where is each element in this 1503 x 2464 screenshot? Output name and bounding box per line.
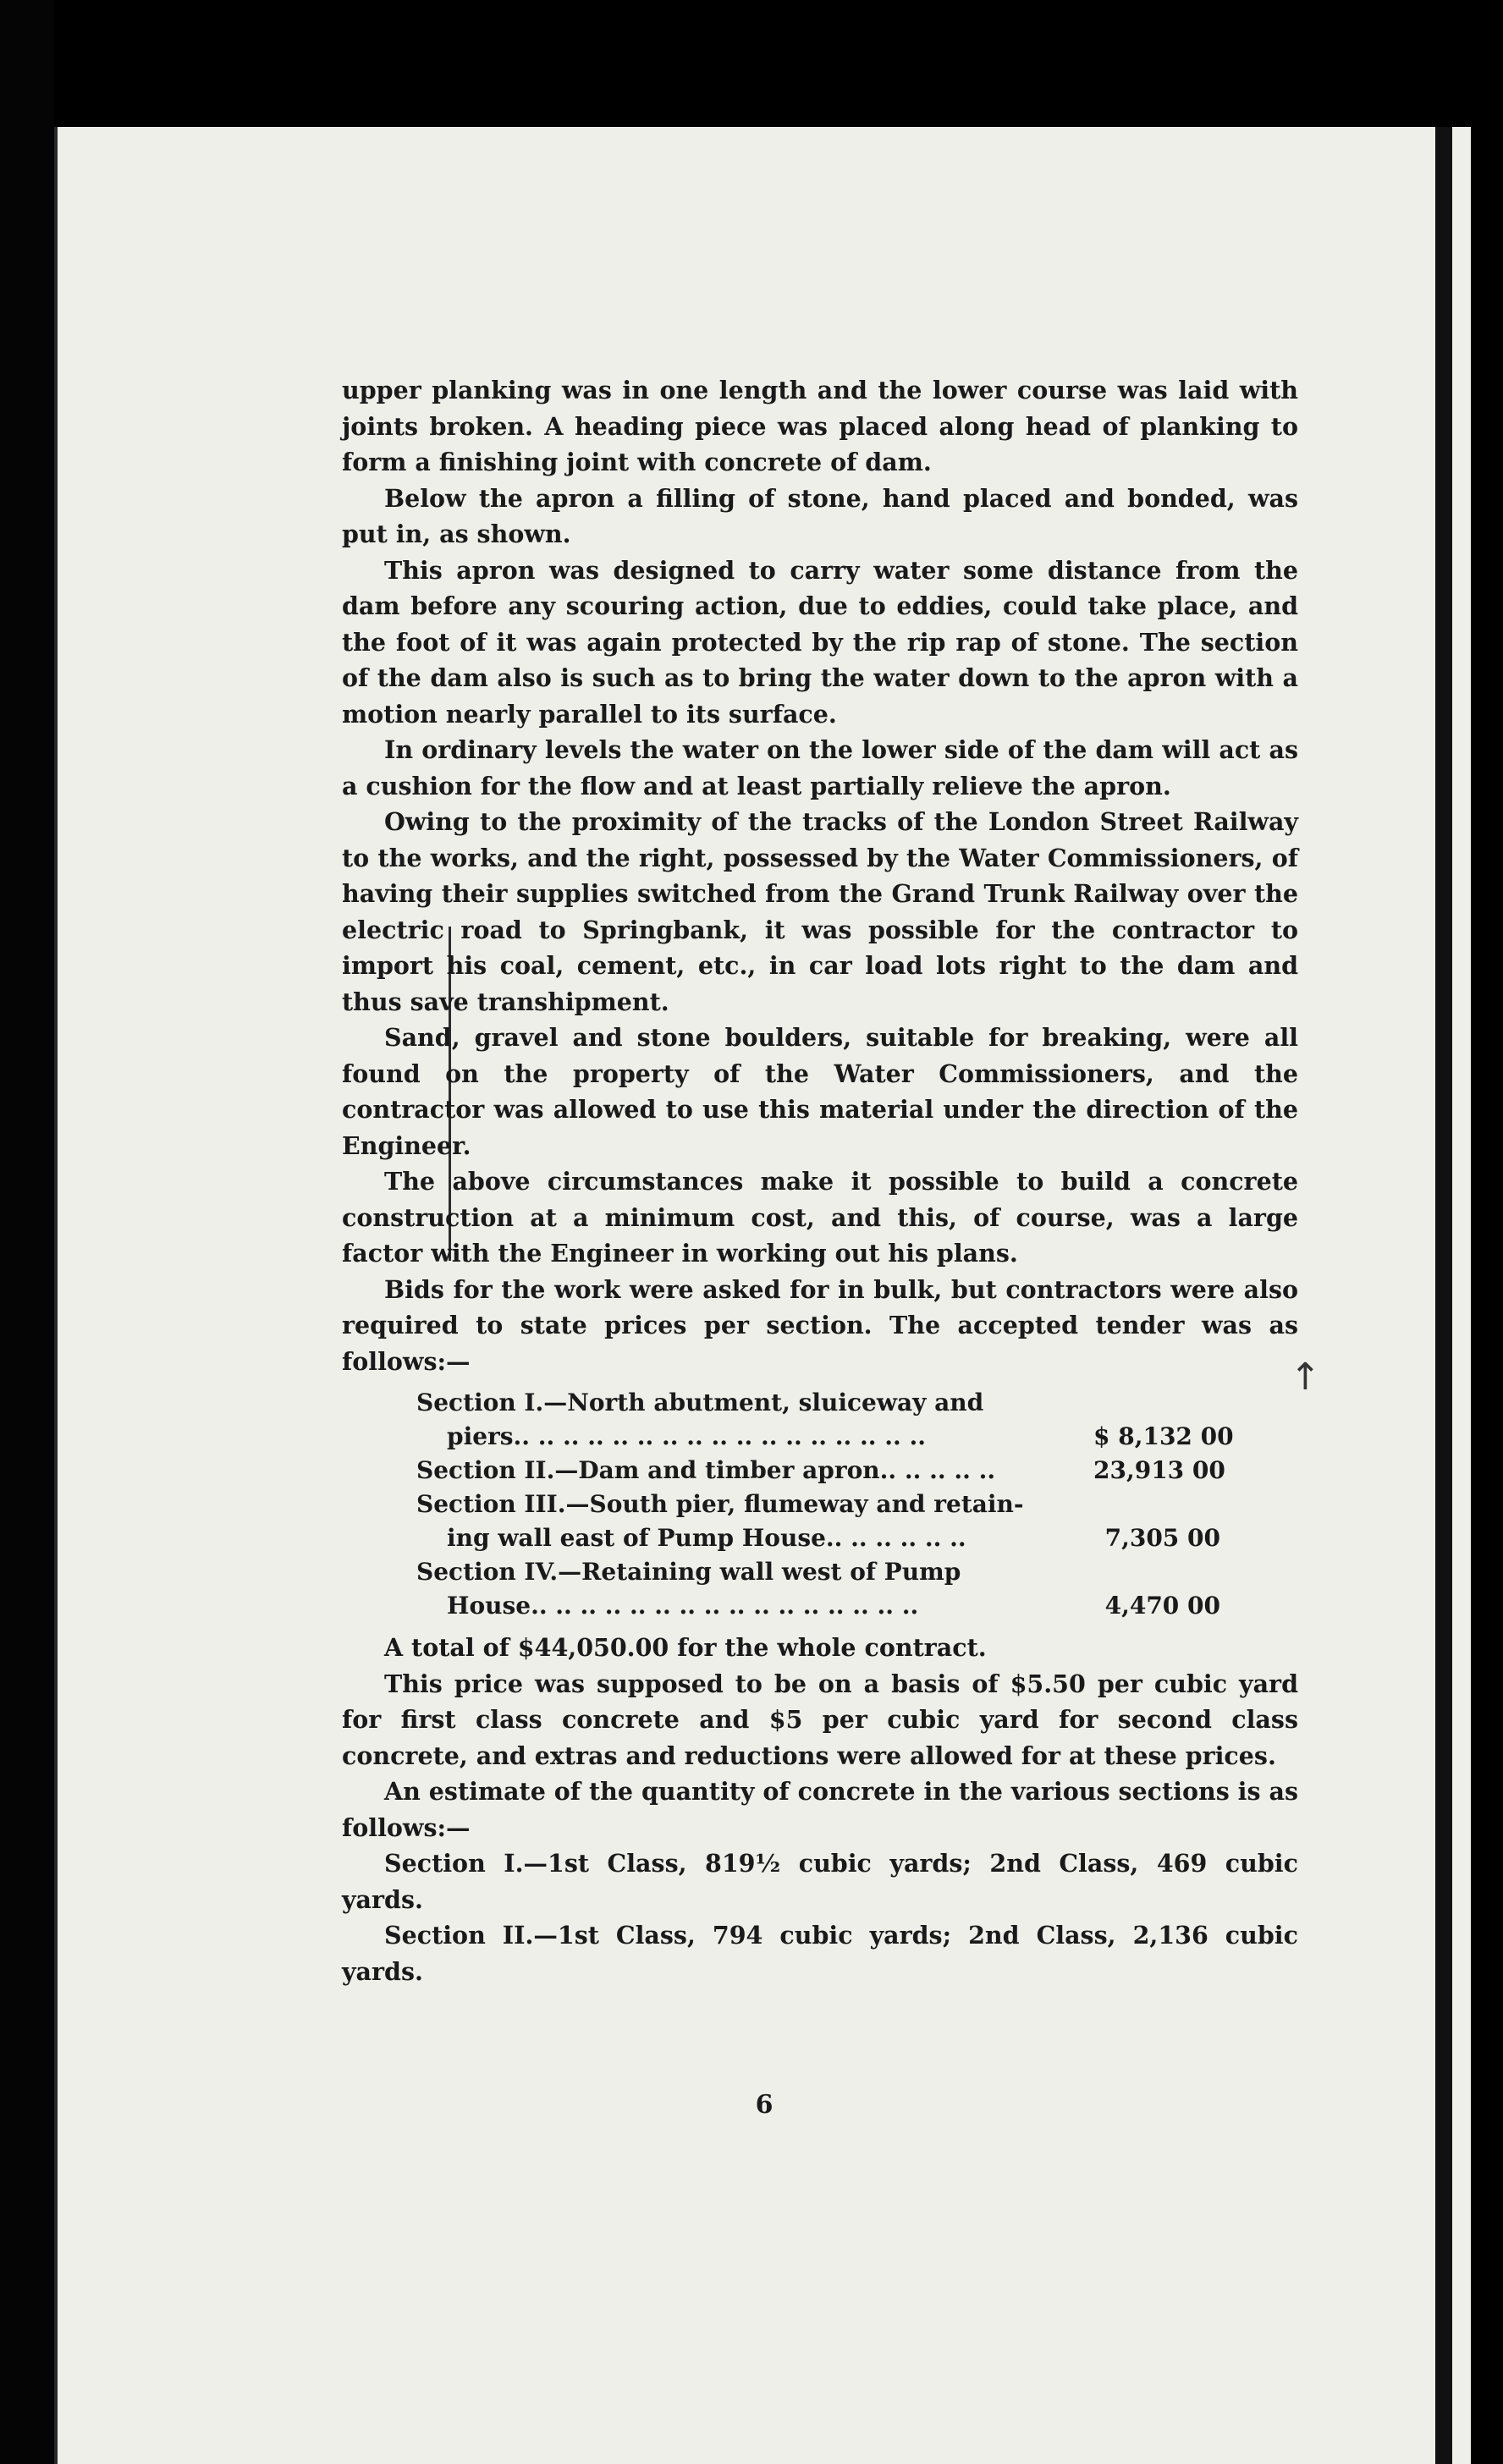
tender-row [416,1589,1220,1623]
tender-desc: Section II.—Dam and timber apron.. .. .. .. .. [416,1456,996,1484]
paragraph: upper planking was in one length and the lower course was laid with joints broken. A heading piece was placed along head of planking to form a finishing joint with concrete of dam. [342,376,1298,476]
paragraph: Owing to the proximity of the tracks of the London Street Railway to the works, and the right, possessed by the Water Commissioners, of having their supplies switched from the Grand Trunk Railway over the electric road to Springbank, it was possible for the contractor to import his coal, cement, etc., in car load lots right to the dam and thus save transhipment. [342,807,1298,1016]
body-text [342,372,1298,1989]
tender-desc: ing wall east of Pump House.. .. .. .. .. .. [447,1524,966,1552]
page-number: 6 [755,2090,774,2120]
tender-amount: 7,305 00 [1104,1524,1220,1552]
paragraph: Sand, gravel and stone boulders, suitable for breaking, were all found on the property of the Water Commissioners, and the contractor was allowed to use this material under the direction of the Engineer. [342,1023,1298,1160]
tender-row [416,1386,1220,1420]
paragraph: This price was supposed to be on a basis of $5.50 per cubic yard for first class concrete and $5 per cubic yard for second class concrete, and extras and reductions were allowed for at these prices. [342,1669,1298,1770]
paragraph: The above circumstances make it possible to build a concrete construction at a minimum cost, and this, of course, was a large factor with the Engineer in working out his plans. [342,1167,1298,1268]
margin-mark: ↑ [1290,1356,1321,1399]
paragraph: This apron was designed to carry water some distance from the dam before any scouring action, due to eddies, could take place, and the foot of it was again protected by the rip rap of stone. The section of the dam also is such as to bring the water down to the apron with a motion nearly parallel to its surface. [342,555,1298,729]
tender-row [416,1488,1220,1521]
tender-amount: 4,470 00 [1104,1592,1220,1620]
tender-desc: piers.. .. .. .. .. .. .. .. .. .. .. .. .. .. .. .. .. [447,1422,926,1450]
tender-desc: Section IV.—Retaining wall west of Pump [416,1558,961,1586]
paragraph: Section I.—1st Class, 819½ cubic yards; 2nd Class, 469 cubic yards. [342,1849,1298,1914]
tender-row [416,1521,1220,1555]
paragraph: Below the apron a filling of stone, hand placed and bonded, was put in, as shown. [342,483,1298,548]
paragraph: Bids for the work were asked for in bulk, but contractors were also required to state prices per section. The accepted tender was as follows:— [342,1274,1298,1376]
tender-desc: Section III.—South pier, flumeway and retain- [416,1490,1024,1518]
tender-row [416,1454,1225,1488]
tender-amount: $ 8,132 00 [1093,1422,1234,1450]
tender-desc: Section I.—North abutment, sluiceway and [416,1389,984,1416]
document-page [54,127,1471,2464]
paragraph: An estimate of the quantity of concrete in the various sections is as follows:— [342,1777,1298,1842]
paragraph: Section II.—1st Class, 794 cubic yards; 2nd Class, 2,136 cubic yards. [342,1921,1298,1986]
tender-row [416,1555,1220,1589]
paragraph: A total of $44,050.00 for the whole contract. [384,1633,987,1662]
tender-row [416,1420,1234,1454]
tender-table [416,1386,1234,1623]
tender-desc: House.. .. .. .. .. .. .. .. .. .. .. .. .. .. .. .. [447,1592,919,1620]
paragraph: In ordinary levels the water on the lower side of the dam will act as a cushion for the flow and at least partially relieve the apron. [342,735,1298,800]
tender-amount: 23,913 00 [1093,1456,1225,1484]
film-edge [0,0,54,2464]
